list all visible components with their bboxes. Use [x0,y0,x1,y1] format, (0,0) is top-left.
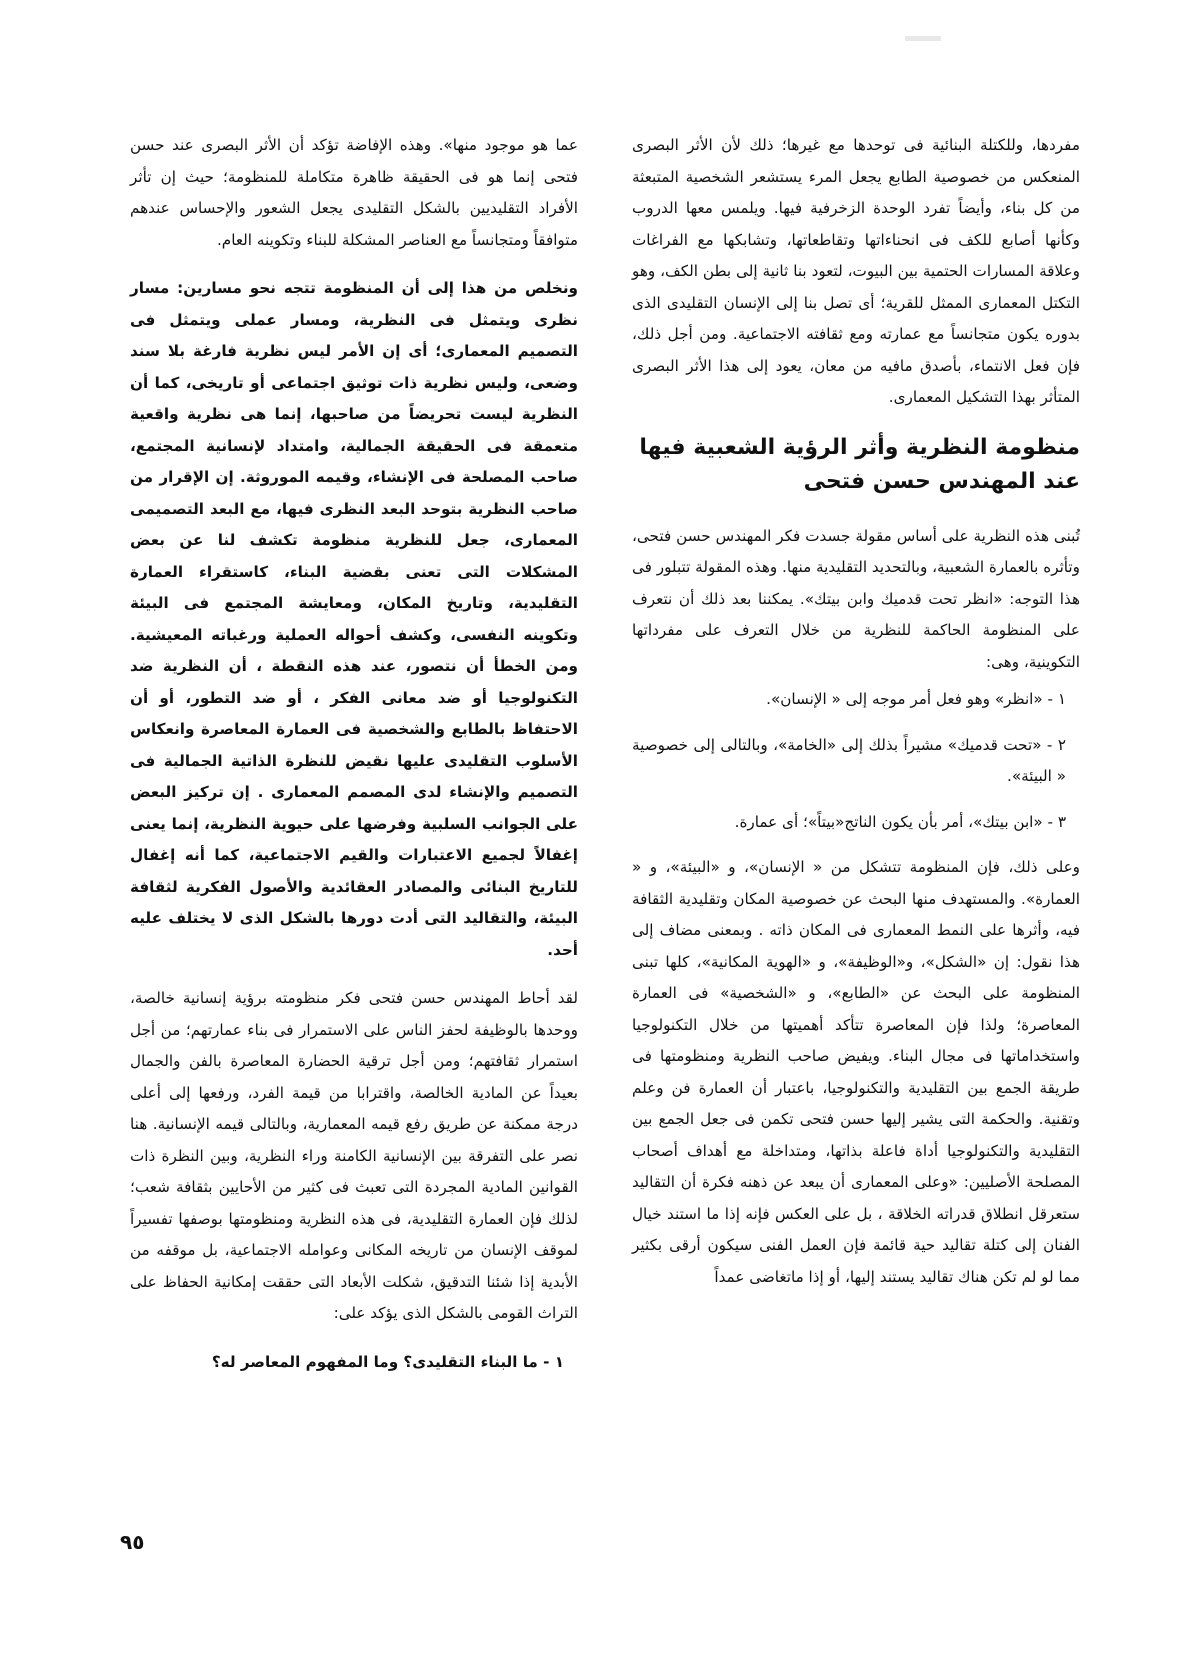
section-heading: منظومة النظرية وأثر الرؤية الشعبية فيها عند المهندس حسن فتحى [639,434,1080,494]
list-item-1: ١ - «انظر» وهو فعل أمر موجه إلى « الإنسان». [766,690,1066,708]
left-paragraph-3: لقد أحاط المهندس حسن فتحى فكر منظومته برؤية إنسانية خالصة، ووحدها بالوظيفة لحفز الناس على الاستمرار فى بناء عمارتهم؛ من أجل استمرار ثقافتهم؛ ومن أجل ترقية الحضارة المعاصرة بالفن والجمال بعيداً عن المادية الخالصة، واقترابا من قيمة الفرد، ورفعها إلى أعلى درجة ممكنة عن طريق رفع قيمه المعمارية، وبالتالى قيمه الإنسانية. هنا نصر على التفرقة بين الإنسانية الكامنة وراء النظرية، وبين النظرة ذات القوانين المادية المجردة التى تعبث فى كثير من الأحايين بثقافة شعب؛ لذلك فإن العمارة التقليدية، فى هذه النظرية ومنظومتها بوصفها تفسيراً لموقف الإنسان من تاريخه المكانى وعوامله الاجتماعية، بل موقفه من الأبدية إذا شئنا التدقيق، شكلت الأبعاد التى حققت إمكانية الحفاظ على التراث القومى بالشكل الذى يؤكد على: [130,989,578,1322]
left-paragraph-2: ونخلص من هذا إلى أن المنظومة تتجه نحو مسارين: مسار نظرى ويتمثل فى النظرية، ومسار عملى ويتمثل فى التصميم المعمارى؛ أى إن الأمر ليس نظرية فارغة بلا سند وضعى، وليس نظرية ذات توثيق اجتماعى أو تاريخى، كما أن النظرية ليست تحريضاً من صاحبها، إنما هى نظرية واقعية متعمقة فى الحقيقة الجمالية، وامتداد لإنسانية المجتمع، صاحب المصلحة فى الإنشاء، وقيمه الموروثة. إن الإقرار من صاحب النظرية بتوحد البعد النظرى فيها، مع البعد التصميمى المعمارى، جعل للنظرية منظومة تكشف لنا عن بعض المشكلات التى تعنى بقضية البناء، كاستقراء العمارة التقليدية، وتاريخ المكان، ومعايشة المجتمع فى البيئة وتكوينه النفسى، وكشف أحواله العملية ورغباته المعيشية. ومن الخطأ أن نتصور، عند هذه النقطة ، أن النظرية ضد التكنولوجيا أو ضد معانى الفكر ، أو ضد التطور، أو أن الاحتفاظ بالطابع والشخصية فى العمارة المعاصرة وانعكاس الأسلوب التقليدى عليها نقيض للنظرة الذاتية الجمالية فى التصميم والإنشاء لدى المصمم المعمارى . إن تركيز البعض على الجوانب السلبية وفرضها على حيوية النظرية، إنما يعنى إغفالاً لجميع الاعتبارات والقيم الاجتماعية، كما أنه إغفال للتاريخ البنائى والمصادر العقائدية والأصول الفكرية لثقافة البيئة، والتقاليد التى أدت دورها بالشكل الذى لا يختلف عليه أحد. [130,279,578,959]
right-paragraph-1: مفردها، وللكتلة البنائية فى توحدها مع غيرها؛ ذلك لأن الأثر البصرى المنعكس من خصوصية الطابع يجعل المرء يستشعر الشخصية المتبعثة من كل بناء، وأيضاً تفرد الوحدة الزخرفية فيها. ويلمس معها الدروب وكأنها أصابع للكف فى انحناءاتها وتقاطعاتها، وتشابكها مع الفراغات وعلاقة المسارات الحتمية بين البيوت، لتعود بنا ثانية إلى بطن الكف، وهو التكتل المعمارى الممثل للقرية؛ أى تصل بنا إلى الإنسان التقليدى الذى بدوره يكون متجانساً مع عمارته ومع ثقافته الاجتماعية. ومن أجل ذلك، فإن فعل الانتماء، بأصدق مافيه من معان، يعود إلى هذا الأثر البصرى المتأثر بهذا التشكيل المعمارى. [632,136,1080,406]
list-item-2: ٢ - «تحت قدميك» مشيراً بذلك إلى «الخامة»، وبالتالى إلى خصوصية « البيئة». [632,735,1066,785]
list-item-3: ٣ - «ابن بيتك»، أمر بأن يكون الناتج«بيتاً»؛ أى عمارة. [734,812,1066,831]
scan-speck [905,36,941,41]
page-number: ٩٥ [120,1530,145,1554]
right-column [632,130,1080,1310]
left-paragraph-1: عما هو موجود منها». وهذه الإفاضة تؤكد أن الأثر البصرى عند حسن فتحى إنما هو فى الحقيقة ظاهرة متكاملة للمنظومة؛ حيث إن تأثر الأفراد التقليديين بالشكل التقليدى يجعل الشعور والإحساس عندهم متوافقاً ومتجانساً مع العناصر المشكلة للبناء وتكوينه العام. [130,136,578,249]
left-list-item-1: ١ - ما البناء التقليدى؟ وما المفهوم المعاصر له؟ [211,1352,564,1371]
left-column [130,130,578,1392]
right-paragraph-3: وعلى ذلك، فإن المنظومة تتشكل من « الإنسان»، و «البيئة»، و « العمارة». والمستهدف منها البحث عن خصوصية المكان وتقليدية الثقافة فيه، وأثرها على النمط المعمارى فى المكان ذاته . وبمعنى مضاف إلى هذا نقول: إن «الشكل»، و«الوظيفة»، و «الهوية المكانية»، كلها تبنى المنظومة على البحث عن «الطابع»، و «الشخصية» فى العمارة المعاصرة؛ ولذا فإن المعاصرة تتأكد أهميتها من خلال التكنولوجيا واستخداماتها فى مجال البناء. ويفيض صاحب النظرية ومنظومتها فى طريقة الجمع بين التقليدية والتكنولوجيا، باعتبار أن العمارة فن وعلم وتقنية. والحكمة التى يشير إليها حسن فتحى تكمن فى جعل الجمع بين التقليدية والتكنولوجيا أداة فاعلة بذاتها، ومتداخلة مع أهداف أصحاب المصلحة الأصليين: «وعلى المعمارى أن يبعد عن ذهنه فكرة أن التقاليد ستعرقل انطلاق قدراته الخلاقة ، بل على العكس فإنه إذا ما استند خيال الفنان إلى كتلة تقاليد حية قائمة فإن العمل الفنى سيكون أرقى بكثير مما لو لم تكن هناك تقاليد يستند إليها، أو إذا ماتغاضى عمداً [632,858,1080,1286]
right-paragraph-2: تُبنى هذه النظرية على أساس مقولة جسدت فكر المهندس حسن فتحى، وتأثره بالعمارة الشعبية، وبالتحديد التقليدية منها. وهذه المقولة تتبلور فى هذا التوجه: «انظر تحت قدميك وابن بيتك». يمكننا بعد ذلك أن نتعرف على المنظومة الحاكمة للنظرية من خلال التعرف على مفرداتها التكوينية، وهى: [632,526,1080,671]
